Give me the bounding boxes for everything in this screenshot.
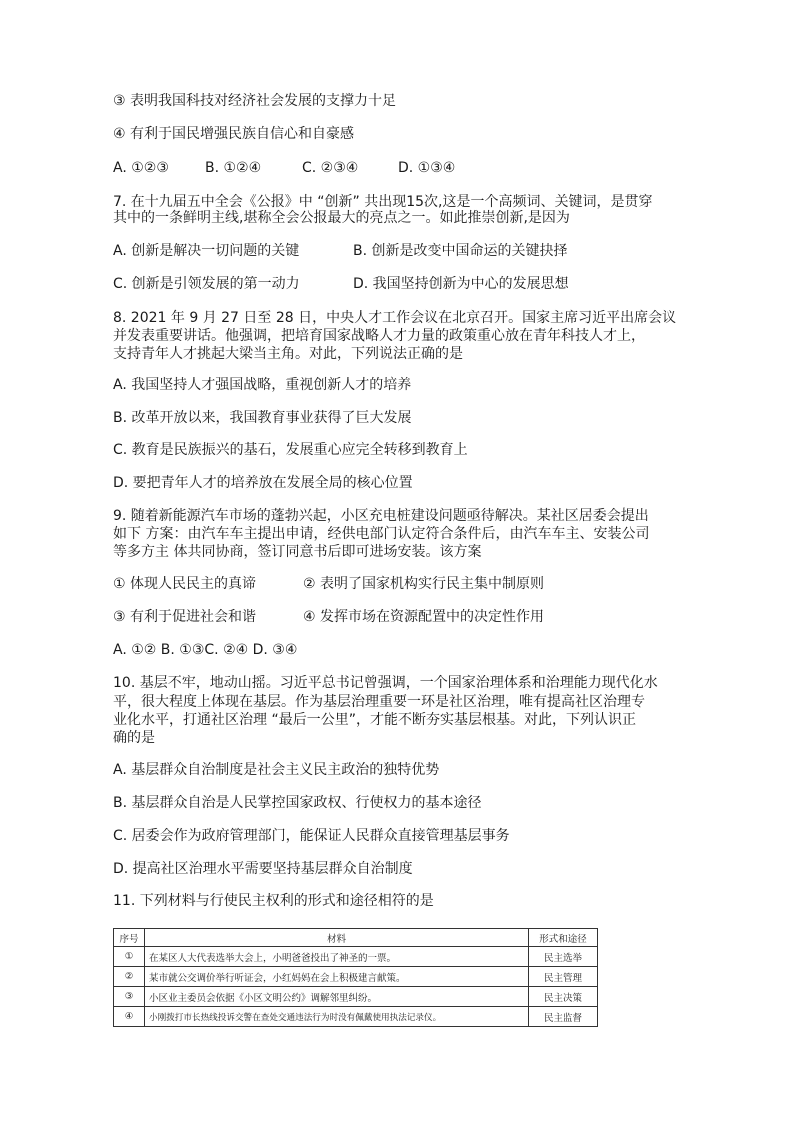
q8-stem-line-1: 8. 2021 年 9 月 27 日至 28 日，中央人才工作会议在北京召开。国家主席习近平出席会议: [113, 310, 677, 326]
row-material: 小刚拨打市长热线投诉交警在查处交通违法行为时没有佩戴使用执法记录仪。: [145, 1007, 529, 1027]
q9-options: A. ①② B. ①③C. ②④ D. ③④: [113, 642, 298, 658]
q11-stem: 11. 下列材料与行使民主权利的形式和途径相符的是: [113, 893, 434, 909]
q6-option-a: A. ①②③: [113, 160, 169, 176]
q9-items-row-1: [113, 572, 544, 596]
q8-option-d: D. 要把青年人才的培养放在发展全局的核心位置: [113, 475, 413, 491]
q6-options: [113, 156, 455, 180]
q6-option-d: D. ①③④: [398, 160, 456, 176]
q6-option-c: C. ②③④: [302, 160, 359, 176]
q9-item-2: ② 表明了国家机构实行民主集中制原则: [303, 576, 544, 592]
row-form: 民主管理: [529, 967, 598, 987]
q7-option-d: D. 我国坚持创新为中心的发展思想: [353, 276, 569, 292]
q9-stem-line-1: 9. 随着新能源汽车市场的蓬勃兴起，小区充电桩建设问题亟待解决。某社区居委会提出: [113, 508, 649, 524]
row-form: 民主监督: [529, 1007, 598, 1027]
q10-stem-line-4: 确的是: [113, 730, 155, 746]
q7-option-a: A. 创新是解决一切问题的关键: [113, 243, 300, 259]
q7-options-row-2: [113, 272, 569, 296]
q8-option-c: C. 教育是民族振兴的基石，发展重心应完全转移到教育上: [113, 442, 468, 458]
row-form: 民主决策: [529, 987, 598, 1007]
q9-item-4: ④ 发挥市场在资源配置中的决定性作用: [303, 609, 544, 625]
q9-items-row-2: [113, 605, 544, 629]
q8-stem-line-2: 并发表重要讲话。他强调，把培育国家战略人才力量的政策重心放在青年科技人才上，: [113, 328, 645, 344]
row-material: 在某区人大代表选举大会上，小明爸爸投出了神圣的一票。: [145, 947, 529, 967]
q7-stem-line-1: 7. 在十九届五中全会《公报》中 “创新” 共出现15次,这是一个高频词、关键词，是贯穿: [113, 194, 653, 210]
q9-item-3: ③ 有利于促进社会和谐: [113, 609, 257, 625]
q10-option-b: B. 基层群众自治是人民掌控国家政权、行使权力的基本途径: [113, 795, 482, 811]
q9-stem-line-3: 等多方主 体共同协商，签订同意书后即可进场安装。该方案: [113, 544, 482, 560]
q6-item-3: ③ 表明我国科技对经济社会发展的支撑力十足: [113, 93, 396, 109]
row-number: ③: [114, 987, 145, 1007]
table-header-row: [114, 929, 598, 947]
header-material: 材料: [145, 929, 529, 947]
q10-stem-line-2: 平，很大程度上体现在基层。作为基层治理重要一环是社区治理，唯有提高社区治理专: [113, 694, 645, 710]
row-material: 小区业主委员会依据《小区文明公约》调解邻里纠纷。: [145, 987, 529, 1007]
q11-material-table: [113, 928, 598, 1027]
table-row: [114, 1007, 598, 1027]
header-form: 形式和途径: [529, 929, 598, 947]
table-row: [114, 967, 598, 987]
header-number: 序号: [114, 929, 145, 947]
q7-option-b: B. 创新是改变中国命运的关键抉择: [353, 243, 568, 259]
q10-option-c: C. 居委会作为政府管理部门，能保证人民群众直接管理基层事务: [113, 828, 510, 844]
q6-item-4: ④ 有利于国民增强民族自信心和自豪感: [113, 126, 354, 142]
q10-option-a: A. 基层群众自治制度是社会主义民主政治的独特优势: [113, 762, 440, 778]
row-form: 民主选举: [529, 947, 598, 967]
row-number: ④: [114, 1007, 145, 1027]
q7-options-row-1: [113, 239, 568, 263]
q10-option-d: D. 提高社区治理水平需要坚持基层群众自治制度: [113, 861, 413, 877]
row-material: 某市就公交调价举行听证会，小红妈妈在会上积极建言献策。: [145, 967, 529, 987]
q9-item-1: ① 体现人民民主的真谛: [113, 576, 257, 592]
q7-stem-line-2: 其中的一条鲜明主线,堪称全会公报最大的亮点之一。如此推崇创新,是因为: [113, 210, 570, 226]
row-number: ①: [114, 947, 145, 967]
q8-option-a: A. 我国坚持人才强国战略，重视创新人才的培养: [113, 377, 412, 393]
row-number: ②: [114, 967, 145, 987]
table-row: [114, 987, 598, 1007]
q10-stem-line-3: 业化水平，打通社区治理 “最后一公里”，才能不断夯实基层根基。对此，下列认识正: [113, 712, 636, 728]
q7-option-c: C. 创新是引领发展的第一动力: [113, 276, 300, 292]
q8-stem-line-3: 支持青年人才挑起大梁当主角。对此，下列说法正确的是: [113, 346, 463, 362]
q9-stem-line-2: 如下 方案：由汽车车主提出申请，经供电部门认定符合条件后，由汽车车主、安装公司: [113, 526, 650, 542]
table-row: [114, 947, 598, 967]
q6-option-b: B. ①②④: [205, 160, 262, 176]
q10-stem-line-1: 10. 基层不牢，地动山摇。习近平总书记曾强调，一个国家治理体系和治理能力现代化水: [113, 675, 658, 691]
q8-option-b: B. 改革开放以来，我国教育事业获得了巨大发展: [113, 410, 412, 426]
